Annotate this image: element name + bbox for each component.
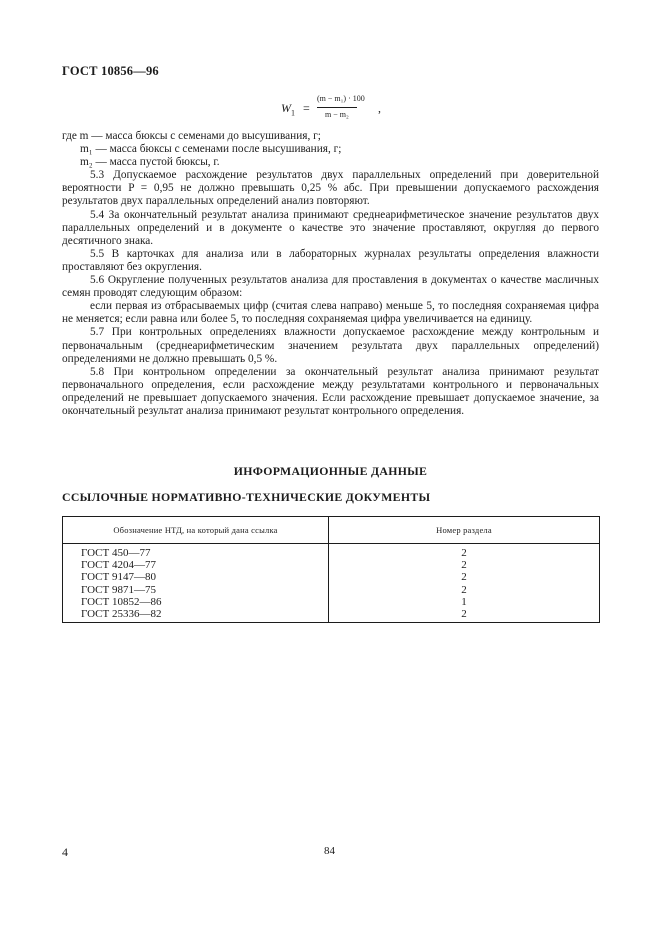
- legend-text: — масса бюксы с семенами до высушивания, г;: [88, 130, 321, 142]
- table-cell-section: 2: [329, 544, 600, 560]
- page-number-center: 84: [324, 845, 335, 857]
- paragraph-5-6: 5.6 Округление полученных результатов анализа для проставления в документах о качестве масличных семян проводят следующим образом:: [62, 274, 599, 300]
- section-subheading: ССЫЛОЧНЫЕ НОРМАТИВНО-ТЕХНИЧЕСКИЕ ДОКУМЕНТЫ: [62, 490, 431, 504]
- table-row: [63, 584, 600, 596]
- table-row: [63, 571, 600, 583]
- paragraph-5-3: 5.3 Допускаемое расхождение результатов двух параллельных определений при доверительной вероятности P = 0,95 не должно превышать 0,25 % абс. При превышении допускаемого расхождения результатов двух параллельных определений анализ повторяют.: [62, 169, 599, 208]
- formula-lhs: [281, 101, 295, 117]
- table-cell-document: ГОСТ 450—77: [63, 544, 329, 560]
- legend-line: [62, 156, 599, 169]
- table-row: [63, 608, 600, 623]
- legend-line: [62, 143, 599, 156]
- page-number-left: 4: [62, 845, 68, 859]
- formula-lhs-subscript: 1: [291, 108, 295, 118]
- legend-symbol: где m: [62, 130, 89, 142]
- legend-symbol: m₂: [80, 156, 93, 169]
- table-cell-document: ГОСТ 9147—80: [63, 571, 329, 583]
- formula-fraction-bar: [317, 107, 357, 108]
- table-cell-section: 2: [329, 571, 600, 583]
- paragraph-5-4: 5.4 За окончательный результат анализа принимают среднеарифметическое значение результатов двух параллельных определений и в документе о качестве это значение проставляют, округляя до первого десятичного знака.: [62, 208, 599, 247]
- legend-text: — масса бюксы с семенами после высушивания, г;: [92, 143, 342, 156]
- table-row: [63, 596, 600, 608]
- paragraph-5-8: 5.8 При контрольном определении за окончательный результат анализа принимают результат первоначального определения, если расхождение между результатами контрольного и первоначальных определений не превышает допускаемого значения. Если расхождение превышает допускаемое значение, за окончательный результат анализа принимают результат контрольного определения.: [62, 365, 599, 417]
- column-header-document: Обозначение НТД, на который дана ссылка: [63, 517, 329, 544]
- legend-text: — масса пустой бюксы, г.: [92, 156, 220, 169]
- table-cell-document: ГОСТ 9871—75: [63, 584, 329, 596]
- column-header-section: Номер раздела: [329, 517, 600, 544]
- formula-lhs-symbol: W: [281, 101, 291, 115]
- table-row: [63, 544, 600, 560]
- table-cell-section: 2: [329, 584, 600, 596]
- paragraph-5-6-rule: если первая из отбрасываемых цифр (считая слева направо) меньше 5, то последняя сохраняемая цифра не меняется; если равна или более 5, то последняя сохраняемая цифра увеличивается на единицу.: [62, 300, 599, 326]
- table-row: [63, 559, 600, 571]
- table-cell-section: 2: [329, 608, 600, 623]
- formula-denominator: m − m₂: [325, 110, 349, 119]
- formula-trailing-comma: ,: [378, 101, 381, 115]
- table-cell-section: 1: [329, 596, 600, 608]
- table-cell-section: 2: [329, 559, 600, 571]
- body-text: [62, 130, 599, 418]
- references-table: [62, 516, 600, 623]
- formula-equals: =: [303, 101, 310, 115]
- table-cell-document: ГОСТ 25336—82: [63, 608, 329, 623]
- section-heading: ИНФОРМАЦИОННЫЕ ДАННЫЕ: [233, 464, 428, 478]
- document-title: ГОСТ 10856—96: [62, 64, 159, 78]
- table-cell-document: ГОСТ 4204—77: [63, 559, 329, 571]
- formula-numerator: (m − m₁) · 100: [317, 94, 365, 103]
- table-cell-document: ГОСТ 10852—86: [63, 596, 329, 608]
- table-header-row: [63, 517, 600, 544]
- paragraph-5-5: 5.5 В карточках для анализа или в лабораторных журналах результаты определения влажности проставляют без округления.: [62, 247, 599, 273]
- paragraph-5-7: 5.7 При контрольных определениях влажности допускаемое расхождение между контрольным и первоначальным (среднеарифметическим значением результата двух параллельных определений) определениями не должно превышать 0,5 %.: [62, 326, 599, 365]
- legend-symbol: m₁: [80, 143, 93, 156]
- legend-line: [62, 130, 599, 143]
